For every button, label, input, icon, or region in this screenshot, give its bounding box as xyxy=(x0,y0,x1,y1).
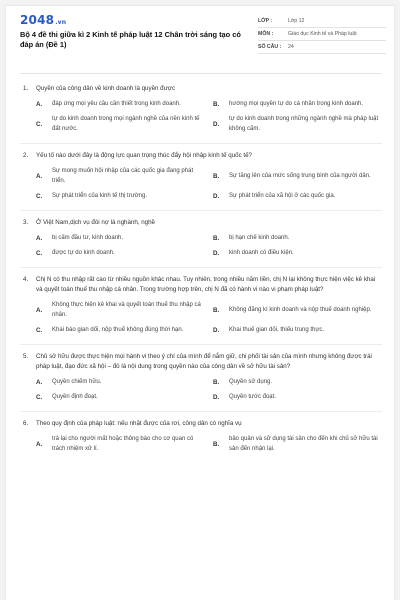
option-letter: B. xyxy=(213,234,220,242)
question-number: 4. xyxy=(23,276,29,283)
info-label: SỐ CÂU : xyxy=(258,44,282,50)
question-text-row xyxy=(20,84,382,94)
document-page xyxy=(6,6,394,600)
info-label: LỚP : xyxy=(258,18,273,24)
question-text: Theo quy định của pháp luật: nếu nhặt được của rơi, công dân có nghĩa vụ xyxy=(36,420,242,427)
question-3 xyxy=(20,218,382,268)
option-letter: A. xyxy=(36,234,43,242)
option-letter: D. xyxy=(213,192,220,200)
option-c[interactable] xyxy=(36,114,205,134)
option-b[interactable] xyxy=(213,233,382,243)
option-text: bị hạn chế kinh doanh. xyxy=(229,235,290,241)
question-text-row xyxy=(20,352,382,372)
option-letter: C. xyxy=(36,120,43,128)
question-5 xyxy=(20,352,382,412)
question-text-row xyxy=(20,275,382,295)
info-value: Giáo dục Kinh tế và Pháp luật xyxy=(288,31,357,37)
question-number: 6. xyxy=(23,420,29,427)
logo-suffix: .vn xyxy=(55,19,67,26)
question-list xyxy=(20,84,382,470)
question-6 xyxy=(20,419,382,463)
option-d[interactable] xyxy=(213,248,382,258)
answer-options xyxy=(20,300,382,335)
option-text: bị cấm đầu tư, kinh doanh. xyxy=(52,235,124,241)
info-value: Lớp 12 xyxy=(288,18,305,24)
option-a[interactable] xyxy=(36,377,205,387)
option-c[interactable] xyxy=(36,392,205,402)
question-text: Chị N có thu nhập rất cao từ nhiều nguồn khác nhau. Tuy nhiên, trong nhiều năm liền, chị N lại không thực hiện việc kê khai và quyết toán thuế thu nhập cá nhân. Trong trường hợp trên, chị N đã có hành vi nào vi phạm pháp luật? xyxy=(36,276,376,293)
option-text: Khai thuế gian dối, thiếu trung thực. xyxy=(229,327,325,333)
info-panel xyxy=(258,15,386,54)
option-text: Sự phát triển của kinh tế thị trường. xyxy=(52,193,148,199)
option-letter: B. xyxy=(213,378,220,386)
info-label: MÔN : xyxy=(258,31,274,37)
option-letter: B. xyxy=(213,440,220,448)
question-text-row xyxy=(20,151,382,161)
option-letter: C. xyxy=(36,326,43,334)
question-number: 2. xyxy=(23,152,29,159)
question-text: Chủ sở hữu được thực hiện mọi hành vi theo ý chí của mình để nắm giữ, chi phối tài sản của mình nhưng không được trái pháp luật, đạo đức xã hội – đó là nội dung trong quyền nào của công dân về sở hữu tài sản? xyxy=(36,353,372,370)
document-header xyxy=(6,6,394,72)
option-b[interactable] xyxy=(213,377,382,387)
option-text: bảo quản và sử dụng tài sản cho đến khi chủ sở hữu tài sản đến nhận lại. xyxy=(229,436,378,452)
question-number: 3. xyxy=(23,219,29,226)
option-d[interactable] xyxy=(213,114,382,134)
question-number: 1. xyxy=(23,85,29,92)
option-letter: B. xyxy=(213,172,220,180)
question-text: Quyền của công dân về kinh doanh là quyền được xyxy=(36,85,175,92)
option-letter: C. xyxy=(36,249,43,257)
option-letter: C. xyxy=(36,393,43,401)
option-a[interactable] xyxy=(36,233,205,243)
option-letter: A. xyxy=(36,306,43,314)
option-a[interactable] xyxy=(36,434,205,454)
option-letter: D. xyxy=(213,393,220,401)
option-text: Quyền sử dụng. xyxy=(229,379,273,385)
option-text: Không thực hiện kê khai và quyết toán thuế thu nhập cá nhân. xyxy=(52,302,201,318)
option-text: đáp ứng mọi yêu cầu cần thiết trong kinh doanh. xyxy=(52,101,181,107)
info-row-count xyxy=(258,41,386,54)
option-letter: A. xyxy=(36,378,43,386)
document-title: Bộ 4 đề thi giữa kì 2 Kinh tế pháp luật 12 Chân trời sáng tạo có đáp án (Đề 1) xyxy=(20,30,241,49)
option-text: Không đăng kí kinh doanh và nộp thuế doanh nghiệp. xyxy=(229,307,372,313)
header-divider xyxy=(20,73,382,74)
option-c[interactable] xyxy=(36,248,205,258)
option-letter: A. xyxy=(36,440,43,448)
option-b[interactable] xyxy=(213,99,382,109)
option-text: Sự phát triển của xã hội ở các quốc gia. xyxy=(229,193,336,199)
option-text: kinh doanh có điều kiện. xyxy=(229,250,294,256)
option-text: được tự do kinh doanh. xyxy=(52,250,115,256)
answer-options xyxy=(20,434,382,454)
answer-options xyxy=(20,377,382,402)
question-number: 5. xyxy=(23,353,29,360)
option-a[interactable] xyxy=(36,300,205,320)
logo-text: 2048 xyxy=(20,13,55,27)
option-d[interactable] xyxy=(213,392,382,402)
answer-options xyxy=(20,233,382,258)
answer-options xyxy=(20,166,382,201)
question-4 xyxy=(20,275,382,345)
answer-options xyxy=(20,99,382,134)
option-b[interactable] xyxy=(213,166,382,186)
option-a[interactable] xyxy=(36,166,205,186)
question-text: Yếu tố nào dưới đây là động lực quan trọng thúc đẩy hội nhập kinh tế quốc tế? xyxy=(36,152,252,159)
option-text: Quyền định đoạt. xyxy=(52,394,98,400)
question-text-row xyxy=(20,419,382,429)
question-text: Ở Việt Nam,dịch vụ đòi nợ là nghành, nghề xyxy=(36,219,155,226)
option-d[interactable] xyxy=(213,191,382,201)
option-letter: D. xyxy=(213,249,220,257)
info-value: 24 xyxy=(288,44,294,50)
info-row-subject xyxy=(258,28,386,41)
option-text: Khai báo gian dối, nộp thuế không đúng thời hạn. xyxy=(52,327,184,333)
option-b[interactable] xyxy=(213,300,382,320)
option-letter: B. xyxy=(213,100,220,108)
option-letter: A. xyxy=(36,172,43,180)
option-text: Sự mong muốn hội nhập của các quốc gia đang phát triển. xyxy=(52,168,194,184)
option-a[interactable] xyxy=(36,99,205,109)
question-text-row xyxy=(20,218,382,228)
option-c[interactable] xyxy=(36,191,205,201)
option-text: tự do kinh doanh trong mọi ngành nghề của nền kinh tế đất nước. xyxy=(52,116,200,132)
question-1 xyxy=(20,84,382,144)
option-text: trả lại cho người mất hoặc thông báo cho cơ quan có trách nhiệm xử lí. xyxy=(52,436,194,452)
question-2 xyxy=(20,151,382,211)
option-d[interactable] xyxy=(213,325,382,335)
option-letter: D. xyxy=(213,120,220,128)
option-text: hướng mọi quyền tự do cá nhân trong kinh doanh. xyxy=(229,101,364,107)
option-text: Quyền chiếm hữu. xyxy=(52,379,102,385)
option-letter: B. xyxy=(213,306,220,314)
info-row-class xyxy=(258,15,386,28)
option-c[interactable] xyxy=(36,325,205,335)
option-letter: C. xyxy=(36,192,43,200)
option-text: Quyền tước đoạt. xyxy=(229,394,276,400)
option-text: tự do kinh doanh trong những ngành nghề mà pháp luật không cấm. xyxy=(229,116,379,132)
option-letter: A. xyxy=(36,100,43,108)
option-b[interactable] xyxy=(213,434,382,454)
option-letter: D. xyxy=(213,326,220,334)
option-text: Sự tăng lên của mức sống trung bình của người dân. xyxy=(229,173,371,179)
